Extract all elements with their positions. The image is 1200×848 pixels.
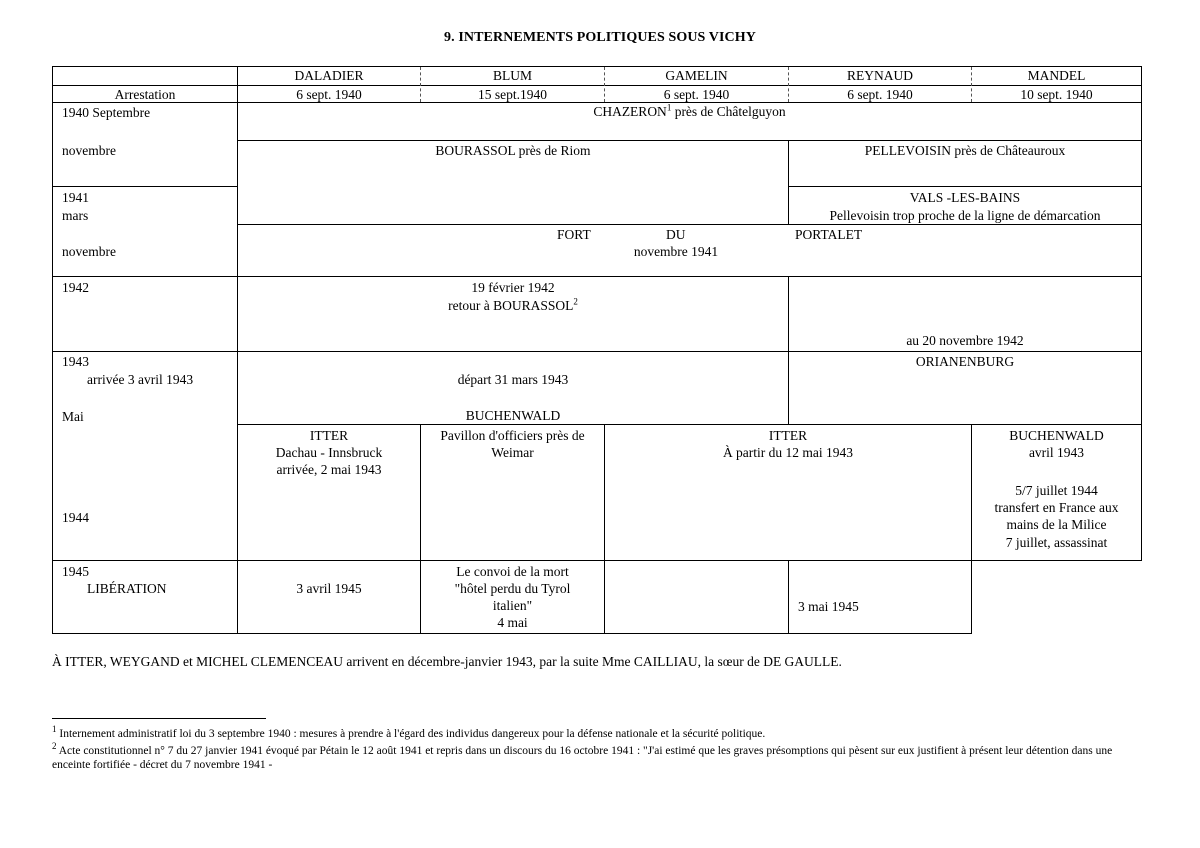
cell-juillet-3: mains de la Milice: [1006, 517, 1107, 532]
cell-pellevoisin: PELLEVOISIN près de Châteauroux: [864, 143, 1066, 158]
cell-a-partir: À partir du 12 mai 1943: [722, 445, 854, 460]
cell-convoi-1: Le convoi de la mort: [456, 564, 569, 579]
period-1941-novembre: novembre: [62, 244, 116, 259]
cell-retour-date: 19 février 1942: [471, 280, 555, 295]
cell-retour-bourassol: retour à BOURASSOL$^2$: [448, 296, 578, 313]
period-1942: 1942: [62, 280, 89, 295]
cell-fort: FORT: [557, 227, 591, 242]
cell-convoi-3: italien": [492, 598, 533, 613]
cell-vals-note: Pellevoisin trop proche de la ligne de démarcation: [829, 208, 1101, 223]
cell-avril-1945: 3 avril 1945: [296, 581, 362, 596]
cell-bourassol: BOURASSOL près de Riom: [435, 143, 591, 158]
cell-arrivee-mai: arrivée, 2 mai 1943: [276, 462, 382, 477]
period-1943-arrivee: arrivée 3 avril 1943: [87, 372, 194, 387]
period-1940-novembre: novembre: [62, 143, 116, 158]
arrest-label: Arrestation: [114, 87, 176, 102]
cell-depart: départ 31 mars 1943: [457, 372, 569, 387]
cell-au-20-novembre: au 20 novembre 1942: [906, 333, 1024, 348]
footnote-1: $^1$ Internement administratif loi du 3 septembre 1940 : mesures à prendre à l'égard des individus dangereux pour la défense nationale et la sécurité politique.: [52, 724, 766, 740]
period-1944: 1944: [62, 510, 89, 525]
note-text: À ITTER, WEYGAND et MICHEL CLEMENCEAU arrivent en décembre-janvier 1943, par la suite Mme CAILLIAU, la sœur de DE GAULLE.: [52, 654, 842, 669]
period-1943: 1943: [62, 354, 89, 369]
period-1945-liberation: LIBÉRATION: [87, 581, 167, 596]
header-mandel: MANDEL: [1027, 68, 1086, 83]
header-reynaud: REYNAUD: [847, 68, 913, 83]
cell-weimar: Weimar: [491, 445, 534, 460]
arrest-date-mandel: 10 sept. 1940: [1020, 87, 1093, 102]
cell-juillet-4: 7 juillet, assassinat: [1005, 535, 1108, 550]
arrest-date-gamelin: 6 sept. 1940: [663, 87, 730, 102]
header-gamelin: GAMELIN: [665, 68, 728, 83]
cell-buchenwald-mandel: BUCHENWALD: [1009, 428, 1104, 443]
cell-avril-1943: avril 1943: [1028, 445, 1085, 460]
footnote-2: $^2$ Acte constitutionnel n° 7 du 27 janvier 1941 évoqué par Pétain le 12 août 1941 et repris dans un discours du 16 octobre 1941 : "J'ai estimé que les graves présomptions qui pèsent sur eux justifient à présent leur détention dans une enceinte fortifiée - décret du 7 novembre 1941 -: [52, 741, 1113, 771]
cell-pavillon: Pavillon d'officiers près de: [440, 428, 585, 443]
footnote-separator: [52, 718, 266, 719]
cell-itter-gamelin-reynaud: ITTER: [768, 428, 808, 443]
period-1943-mai: Mai: [62, 409, 84, 424]
cell-itter-daladier: ITTER: [309, 428, 349, 443]
header-daladier: DALADIER: [294, 68, 364, 83]
arrest-date-blum: 15 sept.1940: [478, 87, 547, 102]
cell-vals-les-bains: VALS -LES-BAINS: [909, 190, 1021, 205]
cell-fort-date: novembre 1941: [633, 244, 719, 259]
cell-buchenwald: BUCHENWALD: [465, 408, 561, 423]
cell-dachau: Dachau - Innsbruck: [275, 445, 383, 460]
arrest-date-reynaud: 6 sept. 1940: [847, 87, 913, 102]
page-title: 9. INTERNEMENTS POLITIQUES SOUS VICHY: [444, 30, 756, 45]
cell-juillet-1: 5/7 juillet 1944: [1015, 483, 1098, 498]
period-1941: 1941: [62, 190, 89, 205]
arrest-date-daladier: 6 sept. 1940: [296, 87, 362, 102]
cell-convoi-2: "hôtel perdu du Tyrol: [454, 581, 571, 596]
cell-juillet-2: transfert en France aux: [994, 500, 1119, 515]
period-1940-septembre: 1940 Septembre: [62, 105, 151, 120]
cell-mai-1945: 3 mai 1945: [798, 599, 859, 614]
period-1941-mars: mars: [62, 208, 89, 223]
cell-chazeron: CHAZERON$^1$ près de Châtelguyon: [593, 102, 786, 119]
cell-portalet: PORTALET: [795, 227, 863, 242]
period-1945: 1945: [62, 564, 89, 579]
cell-orianenburg: ORIANENBURG: [915, 354, 1015, 369]
cell-convoi-4: 4 mai: [497, 615, 528, 630]
cell-du: DU: [666, 227, 686, 242]
header-blum: BLUM: [492, 68, 532, 83]
